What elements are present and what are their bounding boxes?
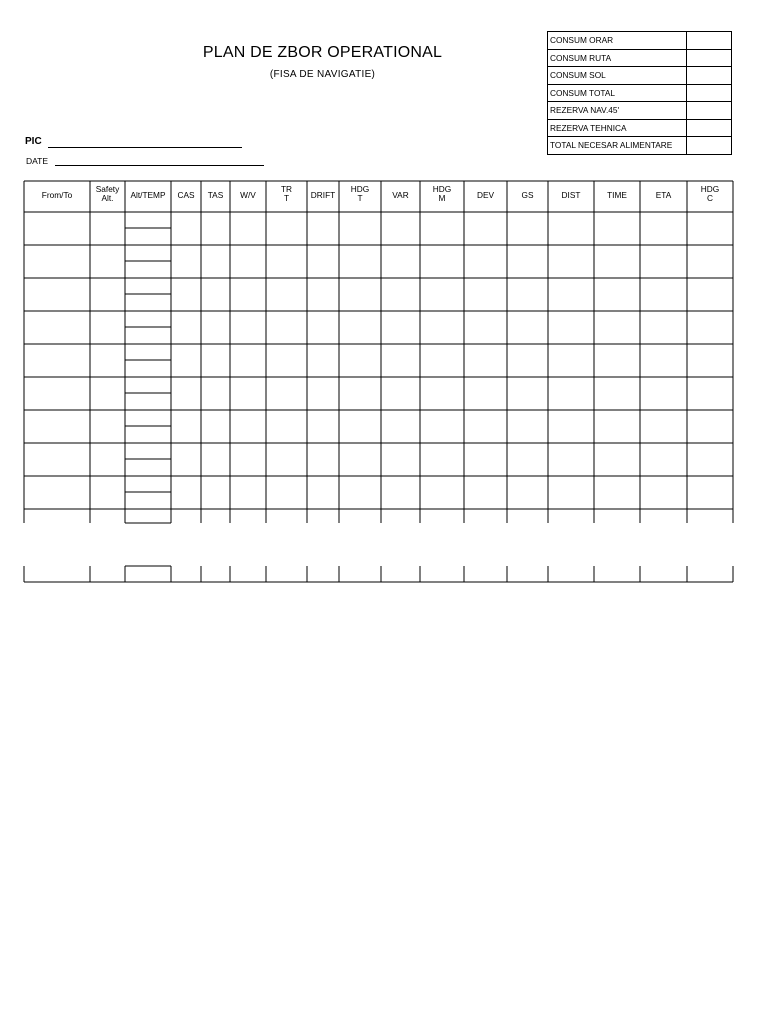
pic-label: PIC bbox=[25, 136, 42, 147]
column-header-line1: HDG bbox=[700, 184, 720, 194]
column-header-line1: Safety bbox=[95, 184, 120, 194]
column-header-line1: HDG bbox=[350, 184, 370, 194]
fuel-row-label: REZERVA TEHNICA bbox=[548, 119, 687, 137]
column-header: VAR bbox=[392, 190, 409, 200]
date-label: DATE bbox=[26, 156, 49, 166]
column-header: TAS bbox=[207, 190, 224, 200]
fuel-row-label: TOTAL NECESAR ALIMENTARE bbox=[548, 137, 687, 155]
column-header: DEV bbox=[476, 190, 495, 200]
column-header-line1: TR bbox=[280, 184, 293, 194]
fuel-row-label: CONSUM SOL bbox=[548, 67, 687, 85]
page-title: PLAN DE ZBOR OPERATIONAL bbox=[202, 44, 443, 61]
fuel-row-label: CONSUM TOTAL bbox=[548, 84, 687, 102]
column-header bbox=[420, 185, 464, 203]
column-header-line2: Alt. bbox=[101, 193, 114, 203]
fuel-row-label: CONSUM ORAR bbox=[548, 32, 687, 50]
column-header: TIME bbox=[607, 190, 627, 200]
fuel-row-label: REZERVA NAV.45' bbox=[548, 102, 687, 120]
column-header: DIST bbox=[561, 190, 581, 200]
column-header: From/To bbox=[41, 190, 73, 200]
page-subtitle: (FISA DE NAVIGATIE) bbox=[269, 69, 376, 80]
column-header: Alt/TEMP bbox=[130, 190, 166, 200]
column-header: W/V bbox=[240, 190, 256, 200]
column-header-line1: HDG bbox=[432, 184, 452, 194]
column-header: DRIFT bbox=[310, 190, 336, 200]
column-header bbox=[687, 185, 733, 203]
column-header-line2: C bbox=[707, 193, 713, 203]
column-header bbox=[90, 185, 125, 203]
column-header: ETA bbox=[655, 190, 672, 200]
column-header-line2: T bbox=[283, 193, 290, 203]
column-header: GS bbox=[521, 190, 534, 200]
column-header bbox=[266, 185, 307, 203]
column-header-line2: T bbox=[357, 193, 363, 203]
fuel-row-label: CONSUM RUTA bbox=[548, 49, 687, 67]
column-header: CAS bbox=[177, 190, 195, 200]
column-header-line2: M bbox=[438, 193, 446, 203]
column-header bbox=[339, 185, 381, 203]
